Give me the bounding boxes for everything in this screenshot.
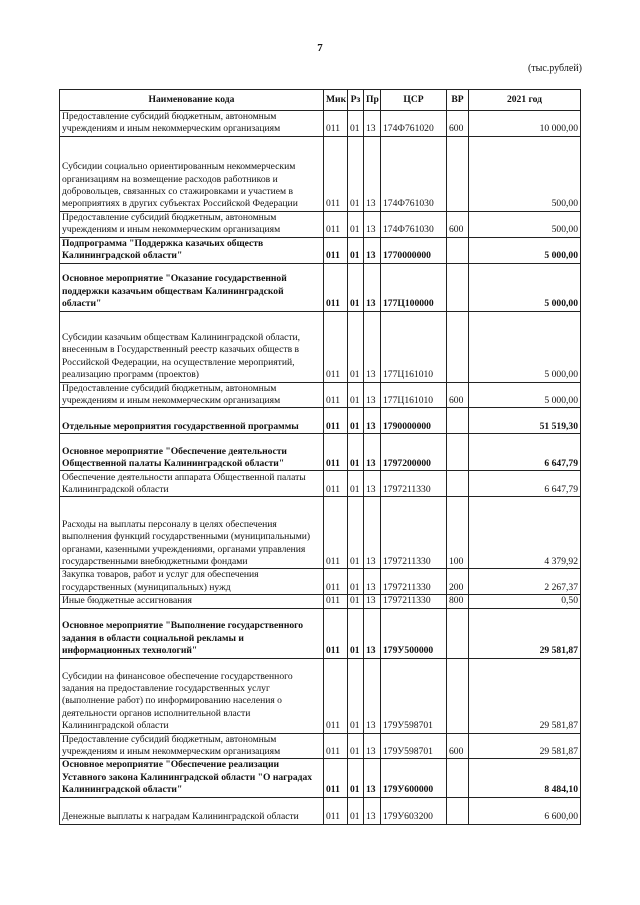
row-csr-cell: 174Ф761030 (381, 211, 447, 237)
table-row (60, 237, 581, 263)
row-sum-cell: 8 484,10 (469, 759, 581, 797)
row-pr-cell: 13 (364, 434, 381, 471)
table-header-row (60, 90, 581, 111)
row-name-cell: Основное мероприятие "Обеспечение деятельности Общественной палаты Калининградской области" (60, 434, 324, 471)
row-rz-cell: 01 (348, 658, 364, 733)
row-mik-cell: 011 (324, 608, 348, 658)
row-mik-cell: 011 (324, 569, 348, 595)
row-name-cell: Предоставление субсидий бюджетным, автономным учреждениям и иным некоммерческим организациям (60, 382, 324, 408)
row-sum-cell: 6 647,79 (469, 471, 581, 497)
row-csr-cell: 179У600000 (381, 759, 447, 797)
row-name-cell: Предоставление субсидий бюджетным, автономным учреждениям и иным некоммерческим организациям (60, 733, 324, 759)
row-rz-cell: 01 (348, 263, 364, 311)
row-pr-cell: 13 (364, 595, 381, 608)
table-row (60, 434, 581, 471)
header-mik: Мик (324, 90, 348, 111)
row-mik-cell: 011 (324, 797, 348, 824)
table-row (60, 497, 581, 569)
row-rz-cell: 01 (348, 434, 364, 471)
row-vr-cell (447, 608, 469, 658)
row-name-cell: Закупка товаров, работ и услуг для обеспечения государственных (муниципальных) нужд (60, 569, 324, 595)
table-row (60, 311, 581, 382)
row-vr-cell (447, 408, 469, 434)
row-mik-cell: 011 (324, 211, 348, 237)
row-name-cell: Основное мероприятие "Обеспечение реализации Уставного закона Калининградской области "О наградах Калининградской области" (60, 759, 324, 797)
table-row (60, 111, 581, 137)
row-name-cell: Основное мероприятие "Выполнение государственного задания в области социальной рекламы и информационных технологий" (60, 608, 324, 658)
row-vr-cell: 600 (447, 382, 469, 408)
row-sum-cell: 5 000,00 (469, 263, 581, 311)
row-csr-cell: 1797211330 (381, 497, 447, 569)
row-pr-cell: 13 (364, 136, 381, 211)
page-number: 7 (317, 42, 323, 54)
row-csr-cell: 174Ф761020 (381, 111, 447, 137)
row-vr-cell: 600 (447, 733, 469, 759)
row-rz-cell: 01 (348, 382, 364, 408)
header-pr: Пр (364, 90, 381, 111)
row-rz-cell: 01 (348, 797, 364, 824)
row-mik-cell: 011 (324, 759, 348, 797)
row-pr-cell: 13 (364, 797, 381, 824)
row-csr-cell: 1797211330 (381, 471, 447, 497)
row-rz-cell: 01 (348, 311, 364, 382)
table-row (60, 658, 581, 733)
row-vr-cell: 100 (447, 497, 469, 569)
row-pr-cell: 13 (364, 569, 381, 595)
row-sum-cell: 4 379,92 (469, 497, 581, 569)
row-sum-cell: 6 647,79 (469, 434, 581, 471)
unit-label: (тыс.рублей) (527, 63, 582, 74)
row-vr-cell (447, 237, 469, 263)
row-rz-cell: 01 (348, 595, 364, 608)
table-row (60, 797, 581, 824)
row-name-cell: Субсидии казачьим обществам Калининградской области, внесенным в Государственный реестр казачьих обществ в Российской Федерации, на осуществление мероприятий, реализацию программ (проектов) (60, 311, 324, 382)
row-pr-cell: 13 (364, 382, 381, 408)
row-name-cell: Субсидии социально ориентированным некоммерческим организациям на возмещение расходов работников и добровольцев, связанных со стажировками и участием в мероприятиях в других субъектах Российской Федерации (60, 136, 324, 211)
row-pr-cell: 13 (364, 311, 381, 382)
row-sum-cell: 500,00 (469, 211, 581, 237)
row-name-cell: Предоставление субсидий бюджетным, автономным учреждениям и иным некоммерческим организациям (60, 211, 324, 237)
row-pr-cell: 13 (364, 497, 381, 569)
row-vr-cell: 200 (447, 569, 469, 595)
table-row (60, 595, 581, 608)
row-pr-cell: 13 (364, 471, 381, 497)
table-row (60, 759, 581, 797)
row-mik-cell: 011 (324, 497, 348, 569)
row-vr-cell (447, 658, 469, 733)
row-rz-cell: 01 (348, 237, 364, 263)
row-csr-cell: 177Ц161010 (381, 311, 447, 382)
row-name-cell: Субсидии на финансовое обеспечение государственного задания на предоставление государственных услуг (выполнение работ) по информированию населения о деятельности органов исполнительной власти Калининградской области (60, 658, 324, 733)
table-row (60, 471, 581, 497)
table-row (60, 733, 581, 759)
row-sum-cell: 51 519,30 (469, 408, 581, 434)
row-pr-cell: 13 (364, 608, 381, 658)
budget-table (59, 89, 581, 825)
row-name-cell: Подпрограмма "Поддержка казачьих обществ Калининградской области" (60, 237, 324, 263)
row-mik-cell: 011 (324, 237, 348, 263)
row-csr-cell: 179У603200 (381, 797, 447, 824)
row-vr-cell (447, 759, 469, 797)
row-sum-cell: 29 581,87 (469, 608, 581, 658)
row-mik-cell: 011 (324, 263, 348, 311)
header-year: 2021 год (469, 90, 581, 111)
row-name-cell: Обеспечение деятельности аппарата Общественной палаты Калининградской области (60, 471, 324, 497)
row-csr-cell: 177Ц100000 (381, 263, 447, 311)
row-rz-cell: 01 (348, 211, 364, 237)
row-rz-cell: 01 (348, 608, 364, 658)
table-row (60, 408, 581, 434)
row-csr-cell: 179У598701 (381, 658, 447, 733)
row-mik-cell: 011 (324, 382, 348, 408)
row-rz-cell: 01 (348, 471, 364, 497)
row-rz-cell: 01 (348, 759, 364, 797)
row-csr-cell: 174Ф761030 (381, 136, 447, 211)
row-sum-cell: 10 000,00 (469, 111, 581, 137)
row-rz-cell: 01 (348, 408, 364, 434)
row-mik-cell: 011 (324, 311, 348, 382)
row-sum-cell: 0,50 (469, 595, 581, 608)
row-csr-cell: 1790000000 (381, 408, 447, 434)
row-sum-cell: 29 581,87 (469, 733, 581, 759)
row-name-cell: Иные бюджетные ассигнования (60, 595, 324, 608)
row-mik-cell: 011 (324, 733, 348, 759)
header-csr: ЦСР (381, 90, 447, 111)
row-pr-cell: 13 (364, 263, 381, 311)
row-sum-cell: 500,00 (469, 136, 581, 211)
row-vr-cell: 600 (447, 111, 469, 137)
row-pr-cell: 13 (364, 237, 381, 263)
row-sum-cell: 6 600,00 (469, 797, 581, 824)
row-csr-cell: 179У500000 (381, 608, 447, 658)
row-rz-cell: 01 (348, 136, 364, 211)
row-csr-cell: 1797200000 (381, 434, 447, 471)
row-pr-cell: 13 (364, 733, 381, 759)
table-row (60, 211, 581, 237)
row-sum-cell: 5 000,00 (469, 311, 581, 382)
row-csr-cell: 177Ц161010 (381, 382, 447, 408)
row-sum-cell: 29 581,87 (469, 658, 581, 733)
row-vr-cell (447, 471, 469, 497)
table-row (60, 136, 581, 211)
header-vr: ВР (447, 90, 469, 111)
row-mik-cell: 011 (324, 434, 348, 471)
row-mik-cell: 011 (324, 136, 348, 211)
row-name-cell: Отдельные мероприятия государственной программы (60, 408, 324, 434)
row-rz-cell: 01 (348, 111, 364, 137)
row-mik-cell: 011 (324, 111, 348, 137)
row-csr-cell: 1770000000 (381, 237, 447, 263)
row-sum-cell: 5 000,00 (469, 237, 581, 263)
row-name-cell: Основное мероприятие "Оказание государственной поддержки казачьим обществам Калининградской области" (60, 263, 324, 311)
row-mik-cell: 011 (324, 471, 348, 497)
row-vr-cell: 800 (447, 595, 469, 608)
row-csr-cell: 179У598701 (381, 733, 447, 759)
row-pr-cell: 13 (364, 211, 381, 237)
row-vr-cell (447, 434, 469, 471)
table-row (60, 569, 581, 595)
table-row (60, 608, 581, 658)
row-rz-cell: 01 (348, 733, 364, 759)
row-name-cell: Расходы на выплаты персоналу в целях обеспечения выполнения функций государственными (муниципальными) органами, казенными учреждениями, органами управления государственными внебюджетными фондами (60, 497, 324, 569)
row-rz-cell: 01 (348, 497, 364, 569)
table-row (60, 382, 581, 408)
row-rz-cell: 01 (348, 569, 364, 595)
row-vr-cell (447, 136, 469, 211)
row-csr-cell: 1797211330 (381, 595, 447, 608)
table-row (60, 263, 581, 311)
row-sum-cell: 2 267,37 (469, 569, 581, 595)
row-mik-cell: 011 (324, 595, 348, 608)
row-name-cell: Денежные выплаты к наградам Калининградской области (60, 797, 324, 824)
row-vr-cell: 600 (447, 211, 469, 237)
row-pr-cell: 13 (364, 408, 381, 434)
row-sum-cell: 5 000,00 (469, 382, 581, 408)
row-vr-cell (447, 311, 469, 382)
row-mik-cell: 011 (324, 658, 348, 733)
row-csr-cell: 1797211330 (381, 569, 447, 595)
row-pr-cell: 13 (364, 759, 381, 797)
row-vr-cell (447, 263, 469, 311)
row-vr-cell (447, 797, 469, 824)
row-pr-cell: 13 (364, 111, 381, 137)
row-mik-cell: 011 (324, 408, 348, 434)
row-pr-cell: 13 (364, 658, 381, 733)
header-name: Наименование кода (60, 90, 324, 111)
header-rz: Рз (348, 90, 364, 111)
row-name-cell: Предоставление субсидий бюджетным, автономным учреждениям и иным некоммерческим организациям (60, 111, 324, 137)
